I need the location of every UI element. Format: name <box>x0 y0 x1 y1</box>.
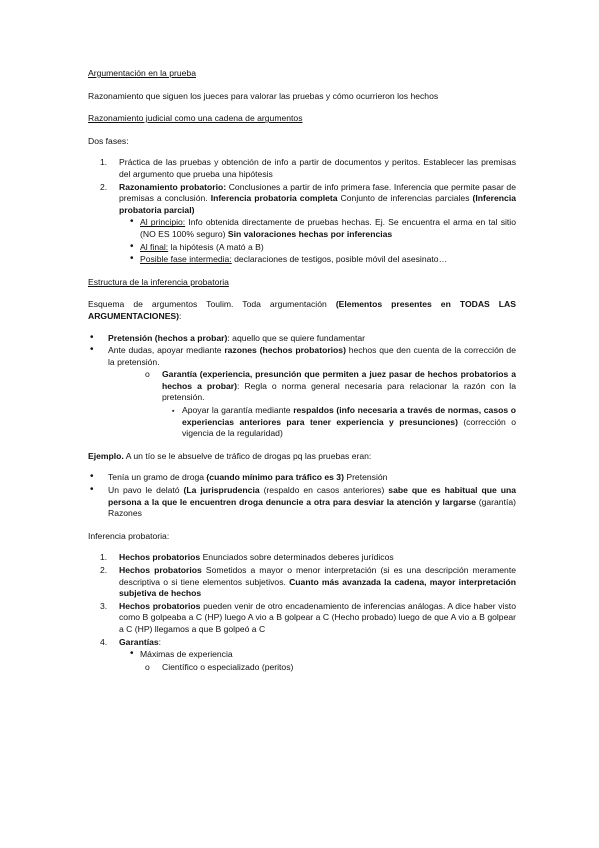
pretension-text: : aquello que se quiere fundamentar <box>227 332 365 343</box>
ej1-text: Tenía un gramo de droga <box>108 472 207 483</box>
sub-text: Info obtenida directamente de pruebas hechas. Ej. Se encuentra el arma en tal sitio (NO ES 100% seguro) <box>140 217 516 239</box>
inferencia-item-2 <box>88 565 516 600</box>
sub-bold: Sin valoraciones hechas por inferencias <box>227 228 393 239</box>
inferencia-item-3 <box>88 601 516 636</box>
phase-2-label: Razonamiento probatorio: <box>119 181 227 192</box>
ej2-text: Un pavo le delató <box>108 485 184 496</box>
bullet-icon: • <box>130 253 134 265</box>
ejemplo-paragraph <box>88 451 516 463</box>
document-page <box>88 68 516 673</box>
phase-sub-item-final <box>88 242 516 254</box>
section-heading-estructura: Estructura de la inferencia probatoria <box>88 276 229 287</box>
toulmin-end: : <box>179 310 182 321</box>
ej1-bold: (cuando mínimo para tráfico es 3) <box>206 472 344 483</box>
inferencia-item-4 <box>88 637 516 649</box>
phase-2-bold-2: (Inferencia probatoria parcial) <box>119 193 516 215</box>
sub-label: Posible fase intermedia: <box>140 254 232 265</box>
inf3-text: pueden venir de otro encadenamiento de inferencias análogas. A dice haber visto como B golpeaba a C (HP) luego A vio a B golpear a C (Hecho probado) luego de que A vio a B golpear a C (HP) llegamos a que B golpeó a C <box>119 600 516 634</box>
garantia-item <box>88 369 516 404</box>
garantia-bold: Garantía (experiencia, presunción que permiten a juez pasar de hechos probatorios a hechos a probar) <box>162 369 516 391</box>
ej2-bold-2: sabe que es habitual que una persona a la que le encuentren droga denuncie a otra para desviar la atención y largarse <box>108 485 516 507</box>
phase-2-text: Conclusiones a partir de info primera fase. Inferencia que permite pasar de premisas a conclusión. <box>119 181 516 204</box>
intro-text: Razonamiento que siguen los jueces para valorar las pruebas y cómo ocurrieron los hechos <box>88 90 439 101</box>
list-number: 2. <box>100 181 108 192</box>
ej2-text-2: (respaldo en casos anteriores) <box>259 485 389 496</box>
toulmin-text: Esquema de argumentos Toulim. Toda argumentación <box>88 299 336 310</box>
list-number: 2. <box>100 565 108 575</box>
list-number: 3. <box>100 600 108 611</box>
ej1-text-2: Pretensión <box>343 472 388 483</box>
section-heading-razonamiento: Razonamiento judicial como una cadena de argumentos <box>88 113 303 124</box>
maximas-text: Máximas de experiencia <box>140 649 233 660</box>
inf4-bold: Garantías <box>119 636 159 647</box>
garantia-text: : Regla o norma general necesaria para relacionar la razón con la pretensión. <box>162 380 516 403</box>
toulmin-bold: (Elementos presentes en TODAS LAS ARGUMENTACIONES) <box>88 299 516 321</box>
maximas-item <box>88 649 516 661</box>
bullet-icon: • <box>90 471 94 483</box>
inf2-text: Sometidos a mayor o menor interpretación (si es una descripción meramente descriptiva o si tiene elementos subjetivos. <box>119 565 516 587</box>
bullet-icon: • <box>90 331 94 343</box>
ejemplo-item-2 <box>88 485 516 520</box>
bullet-icon: • <box>130 216 134 228</box>
inf3-bold: Hechos probatorios <box>119 600 201 611</box>
bullet-icon: • <box>130 648 134 660</box>
bullet-icon: • <box>90 344 94 356</box>
inferencia-item-1 <box>88 552 516 564</box>
razones-text-2: hechos que den cuenta de la corrección de la pretensión. <box>108 345 516 367</box>
ej2-text-3: (garantía) Razones <box>108 496 516 519</box>
phase-2-text-2: Conjunto de inferencias parciales <box>337 193 473 204</box>
inf4-text: : <box>158 636 162 647</box>
respaldos-bold: respaldos (info necesaria a través de normas, casos o experiencias anteriores para tener experiencia y presunciones) <box>182 405 516 427</box>
bullet-icon: • <box>130 240 134 252</box>
razones-text: Ante dudas, apoyar mediante <box>108 345 225 356</box>
phase-sub-item-principio <box>88 217 516 240</box>
razones-bold: razones (hechos probatorios) <box>224 345 346 356</box>
razones-item <box>88 345 516 368</box>
list-number: 4. <box>100 636 108 647</box>
sub-text: la hipótesis (A mató a B) <box>168 241 264 252</box>
respaldos-text-2: (corrección o vigencia de la regularidad) <box>182 416 516 439</box>
cientifico-text: Científico o especializado (peritos) <box>162 661 294 672</box>
phase-item-1 <box>88 157 516 180</box>
doc-title: Argumentación en la prueba <box>88 68 196 78</box>
dos-fases-label: Dos fases: <box>88 135 129 146</box>
ejemplo-text: A un tío se le absuelve de tráfico de drogas pq las pruebas eran: <box>123 450 372 461</box>
list-number: 1. <box>100 157 108 168</box>
ej2-bold: (La jurisprudencia <box>183 485 260 496</box>
pretension-item <box>88 333 516 345</box>
pretension-label: Pretensión (hechos a probar) <box>108 332 228 343</box>
inferencia-heading: Inferencia probatoria: <box>88 530 170 541</box>
ejemplo-label: Ejemplo. <box>88 450 124 461</box>
cientifico-item <box>88 662 516 674</box>
inf1-bold: Hechos probatorios <box>119 552 201 563</box>
sub-text: declaraciones de testigos, posible móvil del asesinato… <box>231 254 448 265</box>
circle-marker: o <box>145 369 150 380</box>
sub-label: Al principio: <box>140 217 186 228</box>
list-number: 1. <box>100 552 108 563</box>
circle-marker: o <box>145 661 150 672</box>
bullet-icon: • <box>90 484 94 496</box>
sub-label: Al final: <box>140 241 169 252</box>
inf1-text: Enunciados sobre determinados deberes jurídicos <box>200 552 394 563</box>
phase-item-2 <box>88 182 516 217</box>
phase-2-bold: Inferencia probatoria completa <box>210 193 338 204</box>
square-bullet-icon: ▪ <box>172 408 175 416</box>
inf2-bold: Hechos probatorios <box>119 565 202 575</box>
phase-1-text: Práctica de las pruebas y obtención de info a partir de documentos y peritos. Establecer las premisas del argumento que prueba una hipótesis <box>119 157 516 179</box>
ejemplo-item-1 <box>88 472 516 484</box>
inf2-bold-2: Cuanto más avanzada la cadena, mayor interpretación subjetiva de hechos <box>119 576 516 599</box>
respaldos-item <box>88 405 516 440</box>
phase-sub-item-intermedia <box>88 254 516 266</box>
respaldos-text: Apoyar la garantía mediante <box>182 405 294 416</box>
toulmin-paragraph <box>88 299 516 322</box>
